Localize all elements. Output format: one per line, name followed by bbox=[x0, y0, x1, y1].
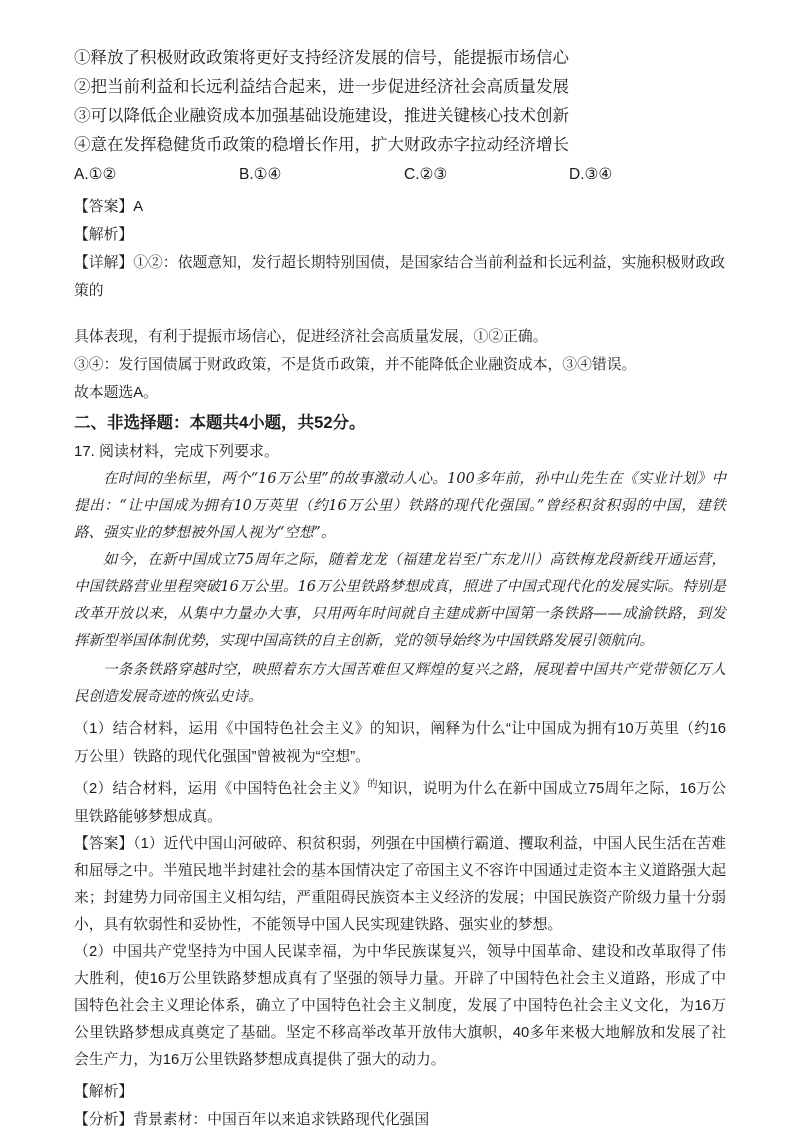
section-2-header: 二、非选择题：本题共4小题，共52分。 bbox=[74, 414, 366, 432]
q17-answer-label: 【答案】 bbox=[74, 836, 134, 852]
statement-1: ①释放了积极财政政策将更好支持经济发展的信号，能提振市场信心 bbox=[74, 49, 569, 67]
q17-answer-1-text: （1）近代中国山河破碎、积贫积弱，列强在中国横行霸道、攫取利益，中国人民生活在苦难和屈辱之中。半殖民地半封建社会的基本国情决定了帝国主义不容许中国通过走资本主义道路强大起来；封建势力同帝国主义相勾结，严重阻碍民族资本主义经济的发展；中国民族资产阶级力量十分弱小，具有软弱性和妥协性，不能领导中国人民实现建铁路、强实业的梦想。 bbox=[74, 836, 726, 933]
statement-3: ③可以降低企业融资成本加强基础设施建设，推进关键核心技术创新 bbox=[74, 107, 569, 125]
conclusion-line: 故本题选A。 bbox=[74, 385, 158, 401]
detail-line-3: ③④：发行国债属于财政政策，不是货币政策，并不能降低企业融资成本，③④错误。 bbox=[74, 357, 637, 373]
sub-question-2-text: （2）结合材料，运用《中国特色社会主义》 bbox=[74, 781, 368, 797]
q17-analysis-line bbox=[74, 1106, 726, 1134]
material-paragraph-1: 在时间的坐标里，两个“16万公里”的故事激动人心。100多年前，孙中山先生在《实业计划》中提出：“让中国成为拥有10万英里（约16万公里）铁路的现代化强国。”曾经积贫积弱的中国，建铁路、强实业的梦想被外国人视为“空想”。 bbox=[74, 471, 726, 541]
q17-jiexi-label: 【解析】 bbox=[74, 1084, 134, 1100]
detail-line-2: 具体表现，有利于提振市场信心，促进经济社会高质量发展，①②正确。 bbox=[74, 329, 548, 345]
analysis-label: 【分析】 bbox=[74, 1112, 134, 1128]
sub-question-1: （1）结合材料，运用《中国特色社会主义》的知识，阐释为什么“让中国成为拥有10万英里（约16万公里）铁路的现代化强国”曾被视为“空想”。 bbox=[74, 721, 726, 765]
question-17-intro: 17. 阅读材料，完成下列要求。 bbox=[74, 443, 280, 460]
sub-question-2 bbox=[74, 775, 726, 831]
detail-text-1: ①②：依题意知，发行超长期特别国债，是国家结合当前利益和长远利益，实施积极财政政策的 bbox=[74, 255, 726, 299]
answer-label: 【答案】 bbox=[74, 199, 134, 215]
statement-2: ②把当前利益和长远利益结合起来，进一步促进经济社会高质量发展 bbox=[74, 78, 569, 96]
detail-label: 【详解】 bbox=[74, 255, 134, 271]
jiexi-label: 【解析】 bbox=[74, 227, 134, 243]
sub-question-2-text-after: 知识，说明为什么在新中国成立75周年之际，16万公里铁路能够梦想成真。 bbox=[74, 781, 727, 825]
analysis-text: 背景素材：中国百年以来追求铁路现代化强国 bbox=[133, 1112, 430, 1128]
question-16-block bbox=[74, 44, 726, 407]
q17-answer-1 bbox=[74, 831, 726, 939]
question-17-block bbox=[74, 438, 726, 1134]
answer-line bbox=[74, 193, 726, 221]
statement-4: ④意在发挥稳健货币政策的稳增长作用，扩大财政赤字拉动经济增长 bbox=[74, 136, 569, 154]
option-b: B.①④ bbox=[239, 166, 282, 183]
answer-value: A bbox=[133, 199, 144, 215]
option-a: A.①② bbox=[74, 166, 117, 183]
q17-answer-2: （2）中国共产党坚持为中国人民谋幸福，为中华民族谋复兴，领导中国革命、建设和改革取得了伟大胜利，使16万公里铁路梦想成真有了坚强的领导力量。开辟了中国特色社会主义道路，形成了中国特色社会主义理论体系，确立了中国特色社会主义制度，发展了中国特色社会主义文化，为16万公里铁路梦想成真奠定了基础。坚定不移高举改革开放伟大旗帜，40多年来极大地解放和发展了社会生产力，为16万公里铁路梦想成真提供了强大的动力。 bbox=[74, 944, 726, 1068]
option-c: C.②③ bbox=[404, 166, 448, 183]
superscript-de: 的 bbox=[367, 779, 378, 791]
option-d: D.③④ bbox=[569, 166, 613, 183]
detail-line-1 bbox=[74, 249, 726, 305]
material-paragraph-3: 一条条铁路穿越时空，映照着东方大国苦难但又辉煌的复兴之路，展现着中国共产党带领亿万人民创造发展奇迹的恢弘史诗。 bbox=[74, 662, 726, 705]
options-row bbox=[74, 160, 726, 189]
material-paragraph-2: 如今，在新中国成立75周年之际，随着龙龙（福建龙岩至广东龙川）高铁梅龙段新线开通运营，中国铁路营业里程突破16万公里。16万公里铁路梦想成真，照进了中国式现代化的发展实际。特别是改革开放以来，从集中力量办大事，只用两年时间就自主建成新中国第一条铁路——成渝铁路，到发挥新型举国体制优势，实现中国高铁的自主创新，党的领导始终为中国铁路发展引领航向。 bbox=[74, 552, 726, 649]
